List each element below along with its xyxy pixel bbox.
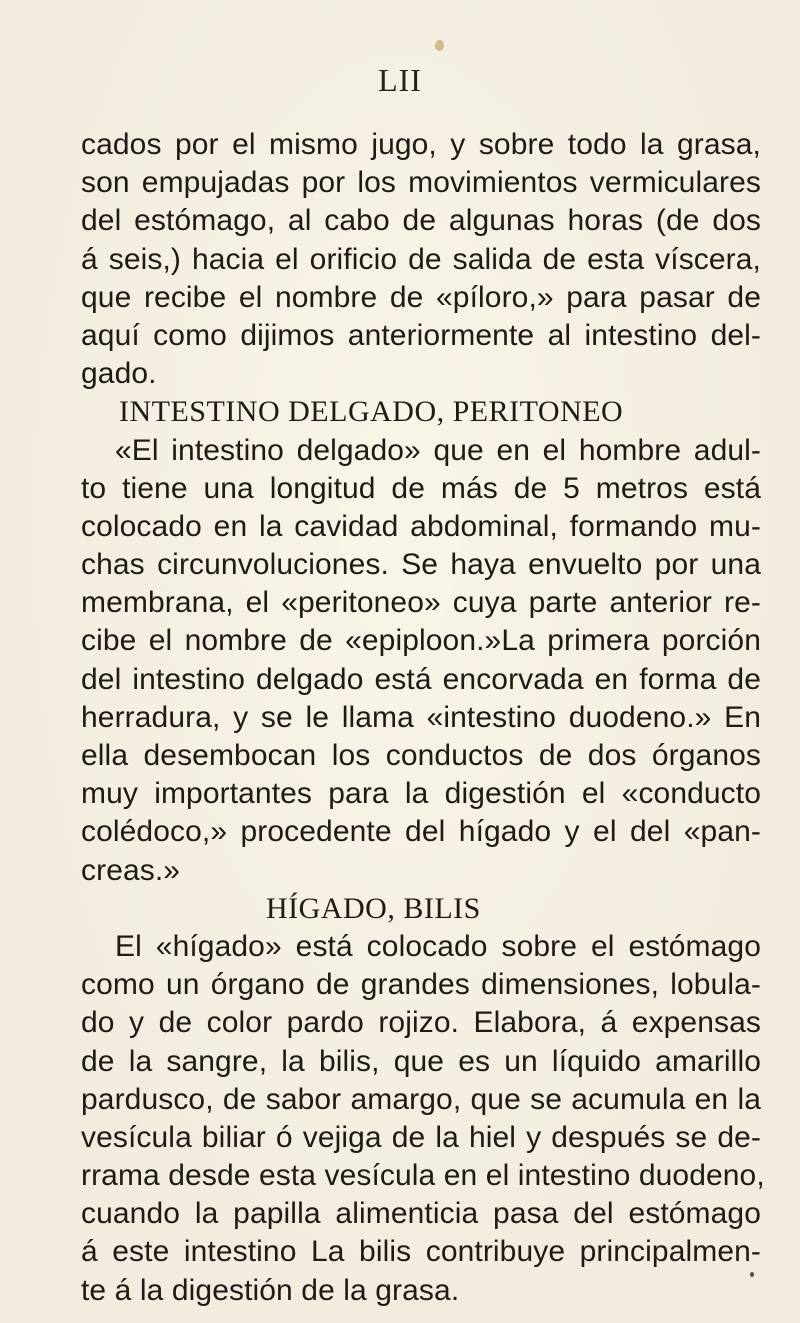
- text-line: del intestino delgado está encorvada en forma de: [81, 662, 761, 696]
- text-line: creas.»: [81, 853, 181, 887]
- text-line: pardusco, de sabor amargo, que se acumula en la: [81, 1082, 761, 1116]
- body-text: [81, 126, 765, 1310]
- text-line: muy importantes para la digestión el «conducto: [81, 777, 761, 811]
- text-line: del estómago, al cabo de algunas horas (de dos: [81, 204, 761, 238]
- text-line: cibe el nombre de «epiploon.»La primera porción: [81, 624, 761, 658]
- text-line: membrana, el «peritoneo» cuya parte anterior re-: [81, 586, 761, 620]
- text-line: son empujadas por los movimientos vermiculares: [81, 166, 761, 200]
- section-heading-higado: HÍGADO, BILIS: [266, 891, 481, 925]
- text-line: á seis,) hacia el orificio de salida de esta víscera,: [81, 242, 761, 276]
- text-line: á este intestino La bilis contribuye principalmen-: [81, 1235, 761, 1269]
- text-line: aquí como dijimos anteriormente al intestino del-: [81, 318, 761, 352]
- section-heading-intestino: INTESTINO DELGADO, PERITONEO: [119, 395, 624, 429]
- text-line: ella desembocan los conductos de dos órganos: [81, 739, 761, 772]
- text-line: chas circunvoluciones. Se haya envuelto por una: [81, 548, 761, 582]
- text-line: cuando la papilla alimenticia pasa del estómago: [81, 1197, 761, 1231]
- text-line: colocado en la cavidad abdominal, formando mu-: [81, 509, 761, 543]
- text-line: «El intestino delgado» que en el hombre adul-: [115, 433, 761, 467]
- text-line: herradura, y se le llama «intestino duodeno.» En: [81, 700, 761, 734]
- ink-spot: [750, 1272, 754, 1277]
- text-line: do y de color pardo rojizo. Elabora, á expensas: [81, 1006, 761, 1040]
- text-line: to tiene una longitud de más de 5 metros está: [81, 471, 761, 505]
- text-line: colédoco,» procedente del hígado y el del «pan-: [81, 815, 761, 849]
- text-line: que recibe el nombre de «píloro,» para pasar de: [81, 280, 761, 314]
- text-line: vesícula biliar ó vejiga de la hiel y después se de-: [81, 1120, 761, 1154]
- page-number: LII: [378, 62, 422, 98]
- text-line: gado.: [81, 357, 157, 391]
- ink-spot: [435, 40, 444, 51]
- text-line: rrama desde esta vesícula en el intestino duodeno,: [81, 1159, 765, 1193]
- text-line: te á la digestión de la grasa.: [81, 1273, 460, 1307]
- text-line: El «hígado» está colocado sobre el estómago: [115, 929, 761, 963]
- text-line: como un órgano de grandes dimensiones, lobula-: [81, 968, 761, 1002]
- text-line: de la sangre, la bilis, que es un líquido amarillo: [81, 1044, 761, 1078]
- text-line: cados por el mismo jugo, y sobre todo la grasa,: [81, 128, 761, 161]
